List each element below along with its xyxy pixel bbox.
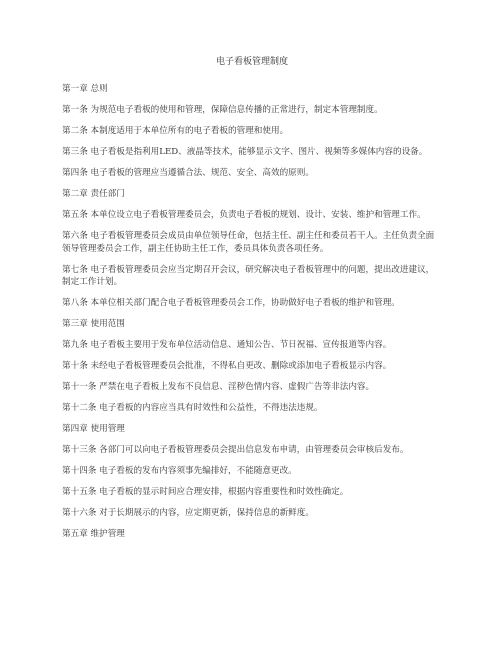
- document-title: 电子看板管理制度: [215, 57, 288, 67]
- chapter-heading: 第一章 总则: [62, 84, 108, 94]
- article-paragraph: 第三条 电子看板是指利用LED、液晶等技术，能够显示文字、图片、视频等多媒体内容的设备。: [62, 147, 428, 157]
- chapter-heading: 第四章 使用管理: [62, 424, 125, 434]
- article-paragraph: 第九条 电子看板主要用于发布单位活动信息、通知公告、节日祝福、宣传报道等内容。: [62, 340, 392, 350]
- article-paragraph: 第十六条 对于长期展示的内容，应定期更新，保持信息的新鲜度。: [62, 508, 314, 518]
- chapter-heading: 第二章 责任部门: [62, 189, 125, 199]
- article-paragraph: 第四条 电子看板的管理应当遵循合法、规范、安全、高效的原则。: [62, 168, 314, 178]
- article-paragraph: 第二条 本制度适用于本单位所有的电子看板的管理和使用。: [62, 126, 289, 136]
- article-paragraph: 第一条 为规范电子看板的使用和管理，保障信息传播的正常进行，制定本管理制度。: [62, 105, 383, 115]
- chapter-heading: 第三章 使用范围: [62, 319, 125, 329]
- article-paragraph: 第八条 本单位相关部门配合电子看板管理委员会工作，协助做好电子看板的维护和管理。: [62, 298, 400, 308]
- article-paragraph: 第十五条 电子看板的显示时间应合理安排，根据内容重要性和时效性确定。: [62, 487, 349, 497]
- article-paragraph: 第十一条 严禁在电子看板上发布不良信息、淫秽色情内容、虚假广告等非法内容。: [62, 382, 375, 392]
- chapter-heading: 第五章 维护管理: [62, 529, 125, 539]
- article-paragraph: 第十三条 各部门可以向电子看板管理委员会提出信息发布申请，由管理委员会审核后发布。: [62, 445, 409, 455]
- article-paragraph: 第七条 电子看板管理委员会应当定期召开会议，研究解决电子看板管理中的问题，提出改进建议，制定工作计划。: [62, 264, 435, 287]
- article-paragraph: 第十条 未经电子看板管理委员会批准，不得私自更改、删除或添加电子看板显示内容。: [62, 361, 392, 371]
- article-paragraph: 第十四条 电子看板的发布内容须事先编排好，不能随意更改。: [62, 466, 297, 476]
- article-paragraph: 第十二条 电子看板的内容应当具有时效性和公益性，不得违法违规。: [62, 403, 323, 413]
- article-paragraph: 第六条 电子看板管理委员会成员由单位领导任命，包括主任、副主任和委员若干人。主任负责全面领导管理委员会工作，副主任协助主任工作，委员具体负责各项任务。: [62, 231, 435, 254]
- article-paragraph: 第五条 本单位设立电子看板管理委员会，负责电子看板的规划、设计、安装、维护和管理工作。: [62, 210, 426, 220]
